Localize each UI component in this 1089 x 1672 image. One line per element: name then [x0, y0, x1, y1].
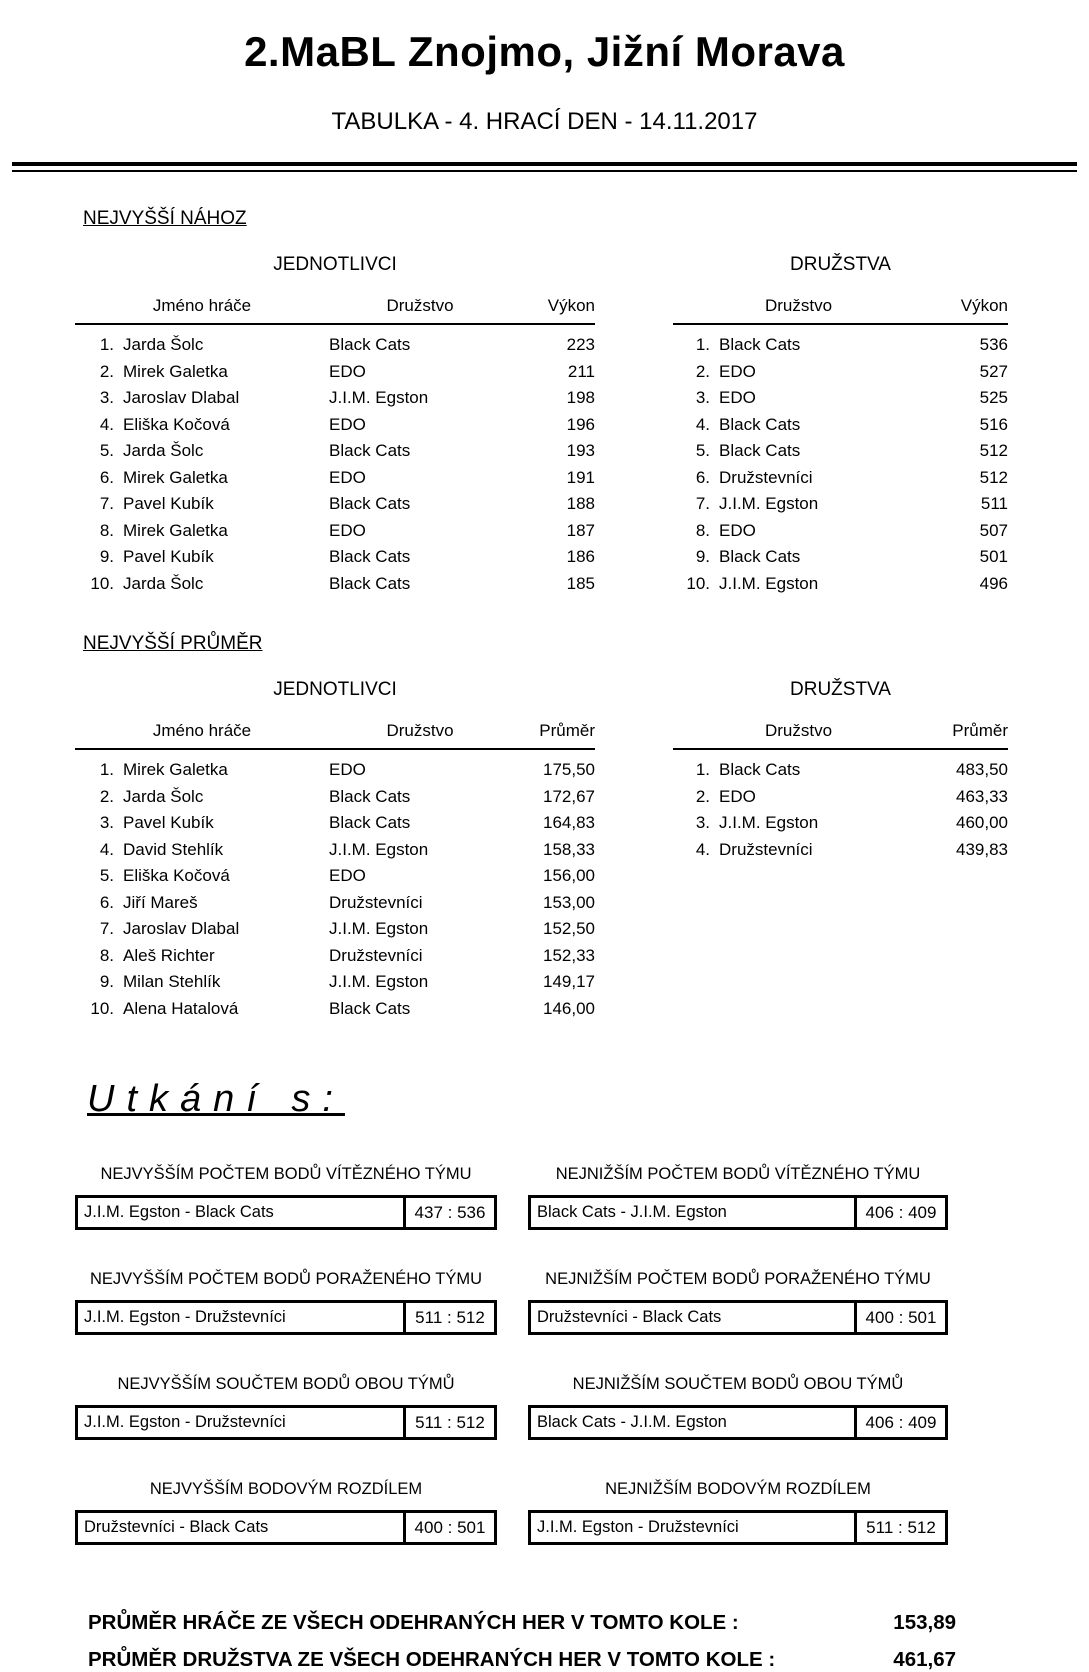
- matches-grid: [75, 1165, 1089, 1545]
- row-rank: 1.: [695, 760, 710, 780]
- table-row: [673, 518, 1008, 545]
- player-name: Jarda Šolc: [123, 573, 204, 593]
- team-name: EDO: [719, 786, 756, 806]
- row-rank: 1.: [695, 335, 710, 355]
- match-box: [528, 1510, 948, 1545]
- match-item: [528, 1270, 948, 1335]
- row-value: 149,17: [543, 972, 595, 992]
- table-row: [673, 491, 1008, 518]
- footer-label: PRŮMĚR DRUŽSTVA ZE VŠECH ODEHRANÝCH HER V TOMTO KOLE :: [88, 1648, 776, 1671]
- player-name: Mirek Galetka: [123, 467, 228, 487]
- row-value: 460,00: [956, 813, 1008, 833]
- table-row: [673, 544, 1008, 571]
- row-rank: 3.: [99, 388, 114, 408]
- table-row: [75, 465, 595, 492]
- row-value: 536: [979, 335, 1008, 355]
- match-score: 400 : 501: [865, 1307, 937, 1327]
- page-subtitle: TABULKA - 4. HRACÍ DEN - 14.11.2017: [331, 108, 758, 135]
- row-rank: 7.: [99, 494, 114, 514]
- individuals-table: [75, 254, 595, 597]
- table-row: [673, 465, 1008, 492]
- row-rank: 8.: [99, 520, 114, 540]
- column-header-team: Družstvo: [386, 721, 454, 740]
- row-rank: 1.: [99, 760, 114, 780]
- team-name: J.I.M. Egston: [719, 494, 819, 514]
- row-value: 156,00: [543, 866, 595, 886]
- row-value: 172,67: [543, 786, 595, 806]
- row-value: 164,83: [543, 813, 595, 833]
- match-label: NEJVYŠŠÍM POČTEM BODŮ VÍTĚZNÉHO TÝMU: [100, 1165, 472, 1183]
- player-name: Mirek Galetka: [123, 760, 228, 780]
- table-row: [673, 571, 1008, 598]
- team-name: Black Cats: [719, 547, 801, 567]
- section-heading: NEJVYŠŠÍ PRŮMĚR: [83, 633, 263, 654]
- section-tables: [75, 679, 1089, 1022]
- row-rank: 9.: [99, 547, 114, 567]
- match-box: [75, 1510, 497, 1545]
- individuals-title: JEDNOTLIVCI: [273, 254, 397, 275]
- player-name: Milan Stehlík: [123, 972, 221, 992]
- player-name: Eliška Kočová: [123, 866, 230, 886]
- row-value: 211: [567, 361, 595, 381]
- individuals-title: JEDNOTLIVCI: [273, 679, 397, 700]
- team-name: EDO: [329, 467, 366, 487]
- team-name: EDO: [329, 760, 366, 780]
- row-rank: 1.: [99, 335, 114, 355]
- team-name: EDO: [329, 414, 366, 434]
- match-score: 406 : 409: [865, 1412, 937, 1432]
- row-rank: 9.: [99, 972, 114, 992]
- team-name: EDO: [329, 866, 366, 886]
- match-teams: J.I.M. Egston - Družstevníci: [78, 1408, 406, 1437]
- row-value: 196: [566, 414, 595, 434]
- individuals-header: [75, 721, 595, 750]
- match-teams: Black Cats - J.I.M. Egston: [531, 1198, 857, 1227]
- table-row: [673, 757, 1008, 784]
- row-value: 153,00: [543, 892, 595, 912]
- match-teams: Družstevníci - Black Cats: [531, 1303, 857, 1332]
- table-row: [673, 332, 1008, 359]
- table-row: [75, 890, 595, 917]
- table-row: [75, 757, 595, 784]
- team-name: Družstevníci: [719, 839, 813, 859]
- row-value: 463,33: [956, 786, 1008, 806]
- report-footer: [88, 1611, 956, 1672]
- row-rank: 4.: [99, 414, 114, 434]
- table-row: [75, 784, 595, 811]
- row-value: 223: [566, 335, 595, 355]
- match-item: [528, 1480, 948, 1545]
- team-name: EDO: [719, 361, 756, 381]
- table-row: [673, 810, 1008, 837]
- row-rank: 3.: [695, 388, 710, 408]
- teams-header: [673, 296, 1008, 325]
- row-value: 496: [979, 573, 1008, 593]
- team-name: Družstevníci: [329, 945, 423, 965]
- team-name: J.I.M. Egston: [329, 388, 429, 408]
- row-value: 152,33: [543, 945, 595, 965]
- teams-title: DRUŽSTVA: [790, 679, 891, 700]
- team-name: Black Cats: [719, 760, 801, 780]
- match-item: [528, 1375, 948, 1440]
- team-name: Družstevníci: [719, 467, 813, 487]
- table-row: [673, 412, 1008, 439]
- table-row: [75, 491, 595, 518]
- teams-table: [673, 254, 1008, 597]
- table-row: [673, 784, 1008, 811]
- table-row: [75, 438, 595, 465]
- player-name: Pavel Kubík: [123, 494, 214, 514]
- row-value: 152,50: [543, 919, 595, 939]
- table-row: [75, 385, 595, 412]
- player-name: Mirek Galetka: [123, 361, 228, 381]
- match-item: [75, 1270, 497, 1335]
- section-tables: [75, 254, 1089, 597]
- individuals-table: [75, 679, 595, 1022]
- table-row: [75, 518, 595, 545]
- header-divider: [12, 162, 1077, 172]
- row-rank: 2.: [695, 361, 710, 381]
- teams-rows: [673, 325, 1008, 597]
- column-header-value: Výkon: [547, 296, 595, 315]
- row-rank: 9.: [695, 547, 710, 567]
- teams-title: DRUŽSTVA: [790, 254, 891, 275]
- match-teams: Družstevníci - Black Cats: [78, 1513, 406, 1542]
- column-header-value: Výkon: [960, 296, 1008, 315]
- footer-line: [88, 1611, 956, 1635]
- row-rank: 6.: [99, 467, 114, 487]
- match-label: NEJNIŽŠÍM BODOVÝM ROZDÍLEM: [605, 1480, 871, 1498]
- team-name: Družstevníci: [329, 892, 423, 912]
- stat-section: [75, 208, 1089, 597]
- row-value: 507: [979, 520, 1008, 540]
- row-value: 185: [566, 573, 595, 593]
- row-rank: 6.: [99, 892, 114, 912]
- team-name: J.I.M. Egston: [329, 972, 429, 992]
- row-rank: 3.: [99, 813, 114, 833]
- team-name: J.I.M. Egston: [329, 839, 429, 859]
- row-rank: 2.: [695, 786, 710, 806]
- row-rank: 4.: [99, 839, 114, 859]
- row-value: 512: [979, 441, 1008, 461]
- table-row: [75, 943, 595, 970]
- row-rank: 2.: [99, 361, 114, 381]
- team-name: Black Cats: [329, 441, 411, 461]
- match-box: [75, 1405, 497, 1440]
- row-value: 527: [979, 361, 1008, 381]
- match-box: [75, 1300, 497, 1335]
- player-name: Mirek Galetka: [123, 520, 228, 540]
- match-label: NEJNIŽŠÍM SOUČTEM BODŮ OBOU TÝMŮ: [572, 1375, 904, 1393]
- team-name: Black Cats: [329, 573, 411, 593]
- individuals-rows: [75, 750, 595, 1022]
- match-item: [75, 1480, 497, 1545]
- matches-heading: Utkání s:: [87, 1078, 345, 1120]
- match-label: NEJVYŠŠÍM POČTEM BODŮ PORAŽENÉHO TÝMU: [89, 1270, 483, 1288]
- table-row: [75, 837, 595, 864]
- match-teams: Black Cats - J.I.M. Egston: [531, 1408, 857, 1437]
- match-box: [528, 1195, 948, 1230]
- table-row: [673, 837, 1008, 864]
- row-value: 175,50: [543, 760, 595, 780]
- match-teams: J.I.M. Egston - Družstevníci: [531, 1513, 857, 1542]
- match-item: [75, 1375, 497, 1440]
- row-value: 501: [979, 547, 1008, 567]
- footer-line: [88, 1648, 956, 1672]
- player-name: Jarda Šolc: [123, 786, 204, 806]
- row-value: 188: [566, 494, 595, 514]
- individuals-rows: [75, 325, 595, 597]
- row-rank: 8.: [695, 520, 710, 540]
- match-item: [75, 1165, 497, 1230]
- player-name: Alena Hatalová: [123, 998, 239, 1018]
- player-name: Jaroslav Dlabal: [123, 388, 240, 408]
- row-rank: 10.: [90, 998, 114, 1018]
- team-name: Black Cats: [329, 998, 411, 1018]
- match-box: [528, 1300, 948, 1335]
- match-box: [75, 1195, 497, 1230]
- match-box: [528, 1405, 948, 1440]
- row-rank: 7.: [695, 494, 710, 514]
- column-header-value: Průměr: [539, 721, 595, 740]
- match-score: 511 : 512: [415, 1307, 485, 1327]
- team-name: Black Cats: [329, 547, 411, 567]
- team-name: J.I.M. Egston: [329, 919, 429, 939]
- team-name: Black Cats: [329, 494, 411, 514]
- row-rank: 7.: [99, 919, 114, 939]
- player-name: Pavel Kubík: [123, 813, 214, 833]
- row-rank: 8.: [99, 945, 114, 965]
- table-row: [75, 571, 595, 598]
- column-header-name: Jméno hráče: [152, 296, 252, 315]
- table-row: [75, 332, 595, 359]
- row-value: 187: [566, 520, 595, 540]
- team-name: EDO: [329, 361, 366, 381]
- team-name: Black Cats: [719, 414, 801, 434]
- section-heading: NEJVYŠŠÍ NÁHOZ: [83, 208, 247, 229]
- match-item: [528, 1165, 948, 1230]
- player-name: Eliška Kočová: [123, 414, 230, 434]
- teams-rows: [673, 750, 1008, 863]
- table-row: [75, 969, 595, 996]
- row-value: 191: [566, 467, 595, 487]
- row-value: 193: [566, 441, 595, 461]
- row-rank: 5.: [695, 441, 710, 461]
- player-name: Jarda Šolc: [123, 335, 204, 355]
- match-score: 400 : 501: [414, 1517, 486, 1537]
- page-title: 2.MaBL Znojmo, Jižní Morava: [244, 28, 845, 75]
- table-row: [75, 359, 595, 386]
- player-name: Jarda Šolc: [123, 441, 204, 461]
- match-teams: J.I.M. Egston - Black Cats: [78, 1198, 406, 1227]
- row-value: 439,83: [956, 839, 1008, 859]
- row-rank: 10.: [90, 573, 114, 593]
- row-rank: 5.: [99, 866, 114, 886]
- page-header: [0, 0, 1089, 172]
- match-score: 437 : 536: [414, 1202, 486, 1222]
- row-rank: 6.: [695, 467, 710, 487]
- row-rank: 10.: [686, 573, 710, 593]
- match-teams: J.I.M. Egston - Družstevníci: [78, 1303, 406, 1332]
- team-name: Black Cats: [329, 813, 411, 833]
- row-value: 198: [566, 388, 595, 408]
- team-name: Black Cats: [329, 786, 411, 806]
- sections: [75, 208, 1089, 1022]
- column-header-team: Družstvo: [764, 296, 833, 315]
- column-header-value: Průměr: [952, 721, 1008, 740]
- team-name: Black Cats: [719, 441, 801, 461]
- player-name: Jiří Mareš: [123, 892, 198, 912]
- match-score: 511 : 512: [866, 1517, 936, 1537]
- row-rank: 5.: [99, 441, 114, 461]
- row-value: 483,50: [956, 760, 1008, 780]
- match-label: NEJNIŽŠÍM POČTEM BODŮ VÍTĚZNÉHO TÝMU: [555, 1165, 921, 1183]
- row-value: 186: [566, 547, 595, 567]
- individuals-header: [75, 296, 595, 325]
- team-name: Black Cats: [719, 335, 801, 355]
- teams-table: [673, 679, 1008, 863]
- match-label: NEJVYŠŠÍM SOUČTEM BODŮ OBOU TÝMŮ: [117, 1375, 455, 1393]
- team-name: EDO: [719, 388, 756, 408]
- match-label: NEJVYŠŠÍM BODOVÝM ROZDÍLEM: [149, 1480, 423, 1498]
- match-score: 406 : 409: [865, 1202, 937, 1222]
- footer-value: 461,67: [893, 1648, 956, 1671]
- match-score: 511 : 512: [415, 1412, 485, 1432]
- row-value: 512: [979, 467, 1008, 487]
- column-header-team: Družstvo: [386, 296, 454, 315]
- team-name: J.I.M. Egston: [719, 813, 819, 833]
- column-header-team: Družstvo: [764, 721, 833, 740]
- player-name: David Stehlík: [123, 839, 224, 859]
- team-name: EDO: [719, 520, 756, 540]
- footer-value: 153,89: [893, 1611, 956, 1634]
- team-name: EDO: [329, 520, 366, 540]
- table-row: [75, 916, 595, 943]
- row-rank: 4.: [695, 414, 710, 434]
- table-row: [673, 438, 1008, 465]
- report-body: [0, 208, 1089, 1672]
- column-header-name: Jméno hráče: [152, 721, 252, 740]
- stat-section: [75, 633, 1089, 1022]
- table-row: [75, 996, 595, 1023]
- row-value: 516: [979, 414, 1008, 434]
- row-value: 146,00: [543, 998, 595, 1018]
- row-value: 511: [980, 494, 1008, 514]
- row-rank: 2.: [99, 786, 114, 806]
- table-row: [673, 385, 1008, 412]
- player-name: Jaroslav Dlabal: [123, 919, 240, 939]
- table-row: [75, 863, 595, 890]
- player-name: Pavel Kubík: [123, 547, 214, 567]
- team-name: J.I.M. Egston: [719, 573, 819, 593]
- teams-header: [673, 721, 1008, 750]
- row-value: 525: [979, 388, 1008, 408]
- player-name: Aleš Richter: [123, 945, 215, 965]
- footer-label: PRŮMĚR HRÁČE ZE VŠECH ODEHRANÝCH HER V TOMTO KOLE :: [88, 1611, 739, 1634]
- team-name: Black Cats: [329, 335, 411, 355]
- table-row: [673, 359, 1008, 386]
- row-value: 158,33: [543, 839, 595, 859]
- table-row: [75, 810, 595, 837]
- match-label: NEJNIŽŠÍM POČTEM BODŮ PORAŽENÉHO TÝMU: [545, 1270, 931, 1288]
- row-rank: 4.: [695, 839, 710, 859]
- table-row: [75, 412, 595, 439]
- table-row: [75, 544, 595, 571]
- row-rank: 3.: [695, 813, 710, 833]
